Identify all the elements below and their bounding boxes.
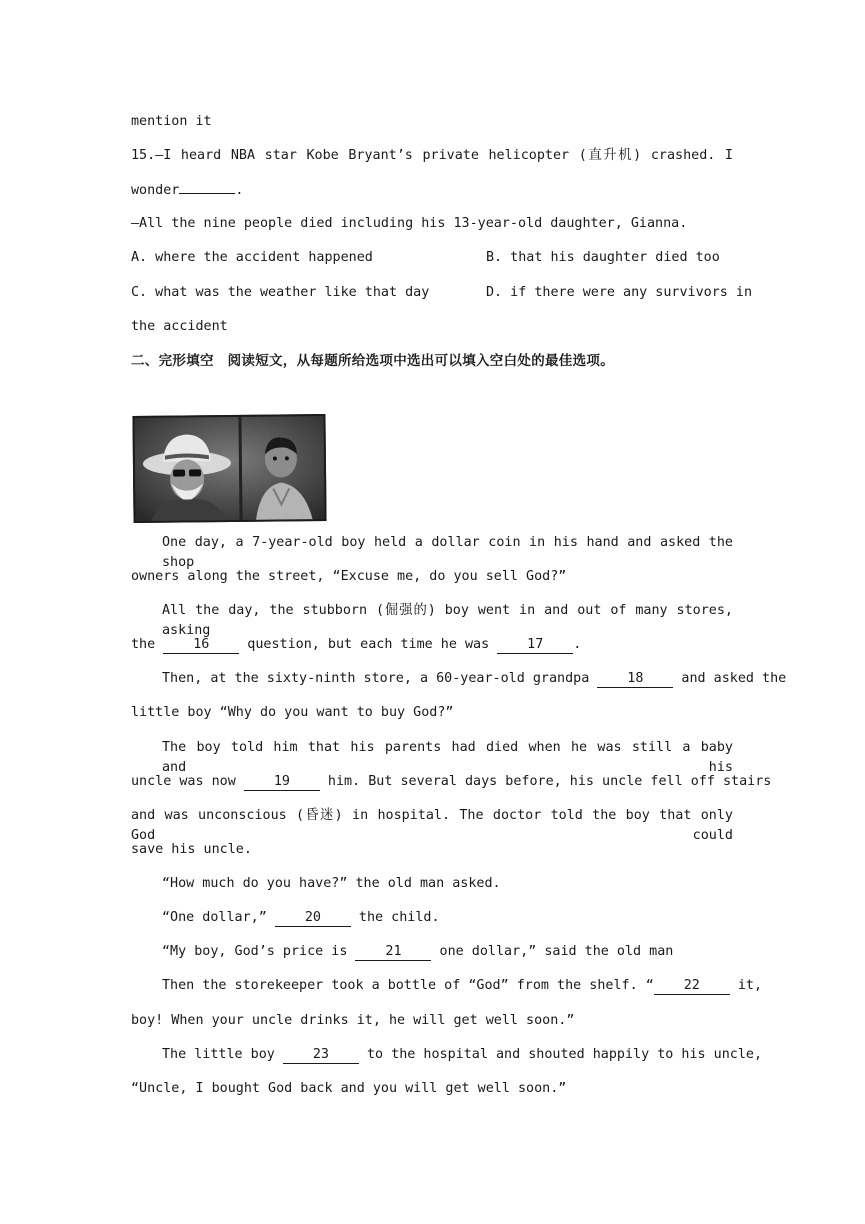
answer-blank <box>179 180 235 194</box>
blank-16: 16 <box>163 637 239 654</box>
option-c: C. what was the weather like that day <box>131 285 430 300</box>
option-d: D. if there were any survivors in <box>486 285 753 300</box>
blank-18: 18 <box>597 671 673 688</box>
question-15-stem-line-2: wonder . <box>131 180 243 201</box>
passage-p8-line-1: Then the storekeeper took a bottle of “God” from the shelf. “ 22 it, <box>162 978 763 993</box>
passage-p5: “How much do you have?” the old man asked. <box>162 876 501 891</box>
passage-p8-line-2: boy! When your uncle drinks it, he will get well soon.” <box>131 1013 575 1028</box>
passage-p7: “My boy, God’s price is 21 one dollar,” said the old man <box>162 944 674 959</box>
passage-p3-line-1: Then, at the sixty-ninth store, a 60-year-old grandpa 18 and asked the <box>162 671 787 686</box>
blank-22: 22 <box>654 978 730 995</box>
blank-19: 19 <box>244 774 320 791</box>
blank-21: 21 <box>355 944 431 961</box>
question-14-continuation: mention it <box>131 114 212 129</box>
passage-p4-line-3: and was unconscious (昏迷) in hospital. The doctor told the boy that only God could <box>131 808 733 843</box>
passage-p9-line-1: The little boy 23 to the hospital and shouted happily to his uncle, <box>162 1047 763 1062</box>
passage-p4-line-4: save his uncle. <box>131 842 252 857</box>
passage-p3-line-2: little boy “Why do you want to buy God?” <box>131 705 454 720</box>
passage-p1-line-2: owners along the street, “Excuse me, do you sell God?” <box>131 569 567 584</box>
option-d-continuation: the accident <box>131 319 228 334</box>
passage-p4-line-1: The boy told him that his parents had died when he was still a baby and his <box>162 740 733 775</box>
passage-p6: “One dollar,” 20 the child. <box>162 910 440 925</box>
passage-p4-line-2: uncle was now 19 him. But several days before, his uncle fell off stairs <box>131 774 772 789</box>
question-15-stem-line-1: 15.—I heard NBA star Kobe Bryant’s private helicopter (直升机) crashed. I <box>131 148 733 163</box>
photo-old-man-and-boy <box>132 414 326 523</box>
blank-17: 17 <box>497 637 573 654</box>
section-heading: 二、完形填空 阅读短文，从每题所给选项中选出可以填入空白处的最佳选项。 <box>131 353 614 369</box>
blank-23: 23 <box>283 1047 359 1064</box>
question-15-reply: —All the nine people died including his 13-year-old daughter, Gianna. <box>131 216 688 231</box>
passage-p9-line-2: “Uncle, I bought God back and you will get well soon.” <box>131 1081 567 1096</box>
blank-20: 20 <box>275 910 351 927</box>
passage-p2-line-2: the 16 question, but each time he was 17 . <box>131 637 582 652</box>
passage-p1-line-1: One day, a 7-year-old boy held a dollar coin in his hand and asked the shop <box>162 535 733 570</box>
passage-p2-line-1: All the day, the stubborn (倔强的) boy went in and out of many stores, asking <box>162 603 733 638</box>
option-b: B. that his daughter died too <box>486 250 720 265</box>
option-a: A. where the accident happened <box>131 250 373 265</box>
